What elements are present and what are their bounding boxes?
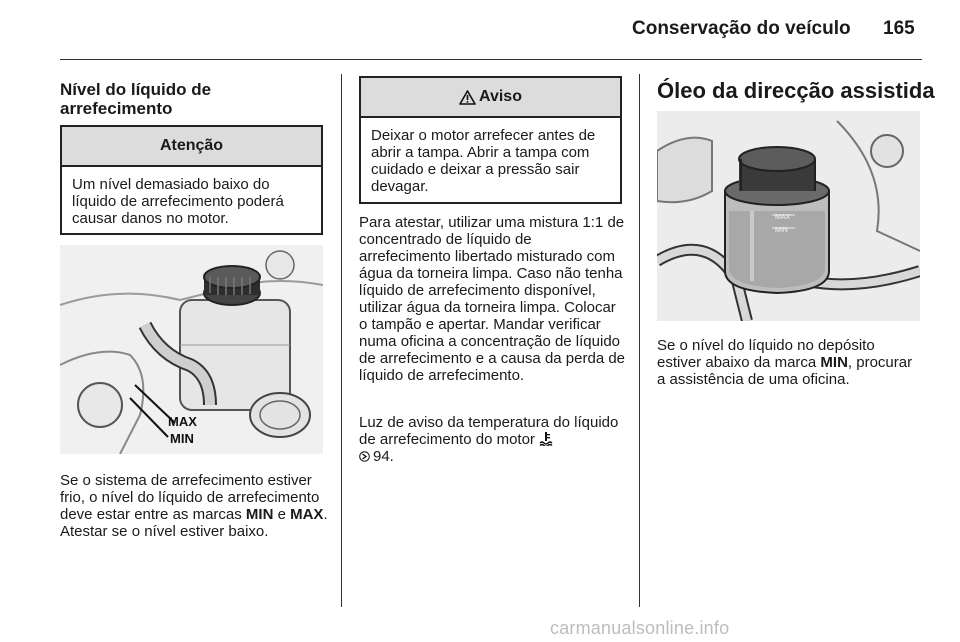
figure-label-max: MAX [168, 414, 197, 429]
section-heading-steering-oil: Óleo da direcção assistida [657, 78, 935, 103]
mark-min: MIN [245, 506, 274, 523]
heading-line-2: arrefecimento [60, 99, 173, 118]
watermark: carmanualsonline.info [550, 618, 730, 638]
figure-label-min: MIN [170, 431, 194, 446]
para-text: Se o nível do líquido no depósito estiver abaixo da marca [657, 337, 875, 371]
header-rule [60, 59, 922, 60]
warning-triangle-icon [459, 90, 476, 105]
steering-oil-paragraph [657, 337, 920, 388]
para-conj: e [273, 506, 291, 523]
running-header-title: Conservação do veículo [632, 18, 851, 39]
coolant-level-paragraph [60, 472, 328, 540]
coolant-reservoir-illustration [60, 245, 323, 454]
para-text: Se o sistema de arrefecimento estiver frio, o nível do líquido de arrefecimento deve estar entre as marcas [60, 472, 320, 523]
coolant-temperature-icon [539, 431, 553, 446]
figure-label-max: MAX [775, 214, 791, 221]
mark-max: MAX [290, 506, 324, 523]
coolant-reservoir-figure [60, 245, 323, 454]
page-number: 165 [883, 18, 915, 39]
mark-min: MIN [820, 354, 848, 371]
steering-reservoir-figure [657, 111, 920, 321]
attention-text: Um nível demasiado baixo do líquido de arrefecimento poderá causar danos no motor. [72, 176, 284, 227]
page-reference-arrow-icon [359, 451, 370, 462]
figure-label-min: MIN [775, 227, 788, 234]
warning-text: Deixar o motor arrefecer antes de abrir a tampa. Abrir a tampa com cuidado e deixar a pressão sair devagar. [371, 127, 596, 195]
warning-header [361, 78, 620, 118]
steering-reservoir-illustration [657, 111, 920, 321]
heading-line-1: Nível do líquido de [60, 80, 212, 99]
warning-box [359, 76, 622, 204]
warning-title: Aviso [479, 88, 522, 105]
temperature-light-text: Luz de aviso da temperatura do líquido de arrefecimento do motor [359, 414, 619, 448]
attention-box [60, 125, 323, 235]
refill-paragraph: Para atestar, utilizar uma mistura 1:1 de concentrado de líquido de arrefecimento libertado misturado com água da torneira limpa. Caso não tenha líquido de arrefecimento disponível, utilizar água da torneira limpa. Colocar o tampão e apertar. Mandar verificar numa oficina a concentração de líquido de arrefecimento e a causa da perda de líquido de arrefecimento. [359, 214, 626, 384]
column-divider-1 [341, 74, 342, 607]
para-text-end: , procurar a assistência de uma oficina. [657, 354, 913, 388]
page-reference[interactable]: 94. [373, 448, 394, 465]
attention-title: Atenção [62, 127, 321, 167]
section-heading-coolant [60, 80, 211, 118]
para-text-end: . Atestar se o nível estiver baixo. [60, 506, 328, 540]
column-divider-2 [639, 74, 640, 607]
temperature-light-paragraph [359, 414, 627, 465]
